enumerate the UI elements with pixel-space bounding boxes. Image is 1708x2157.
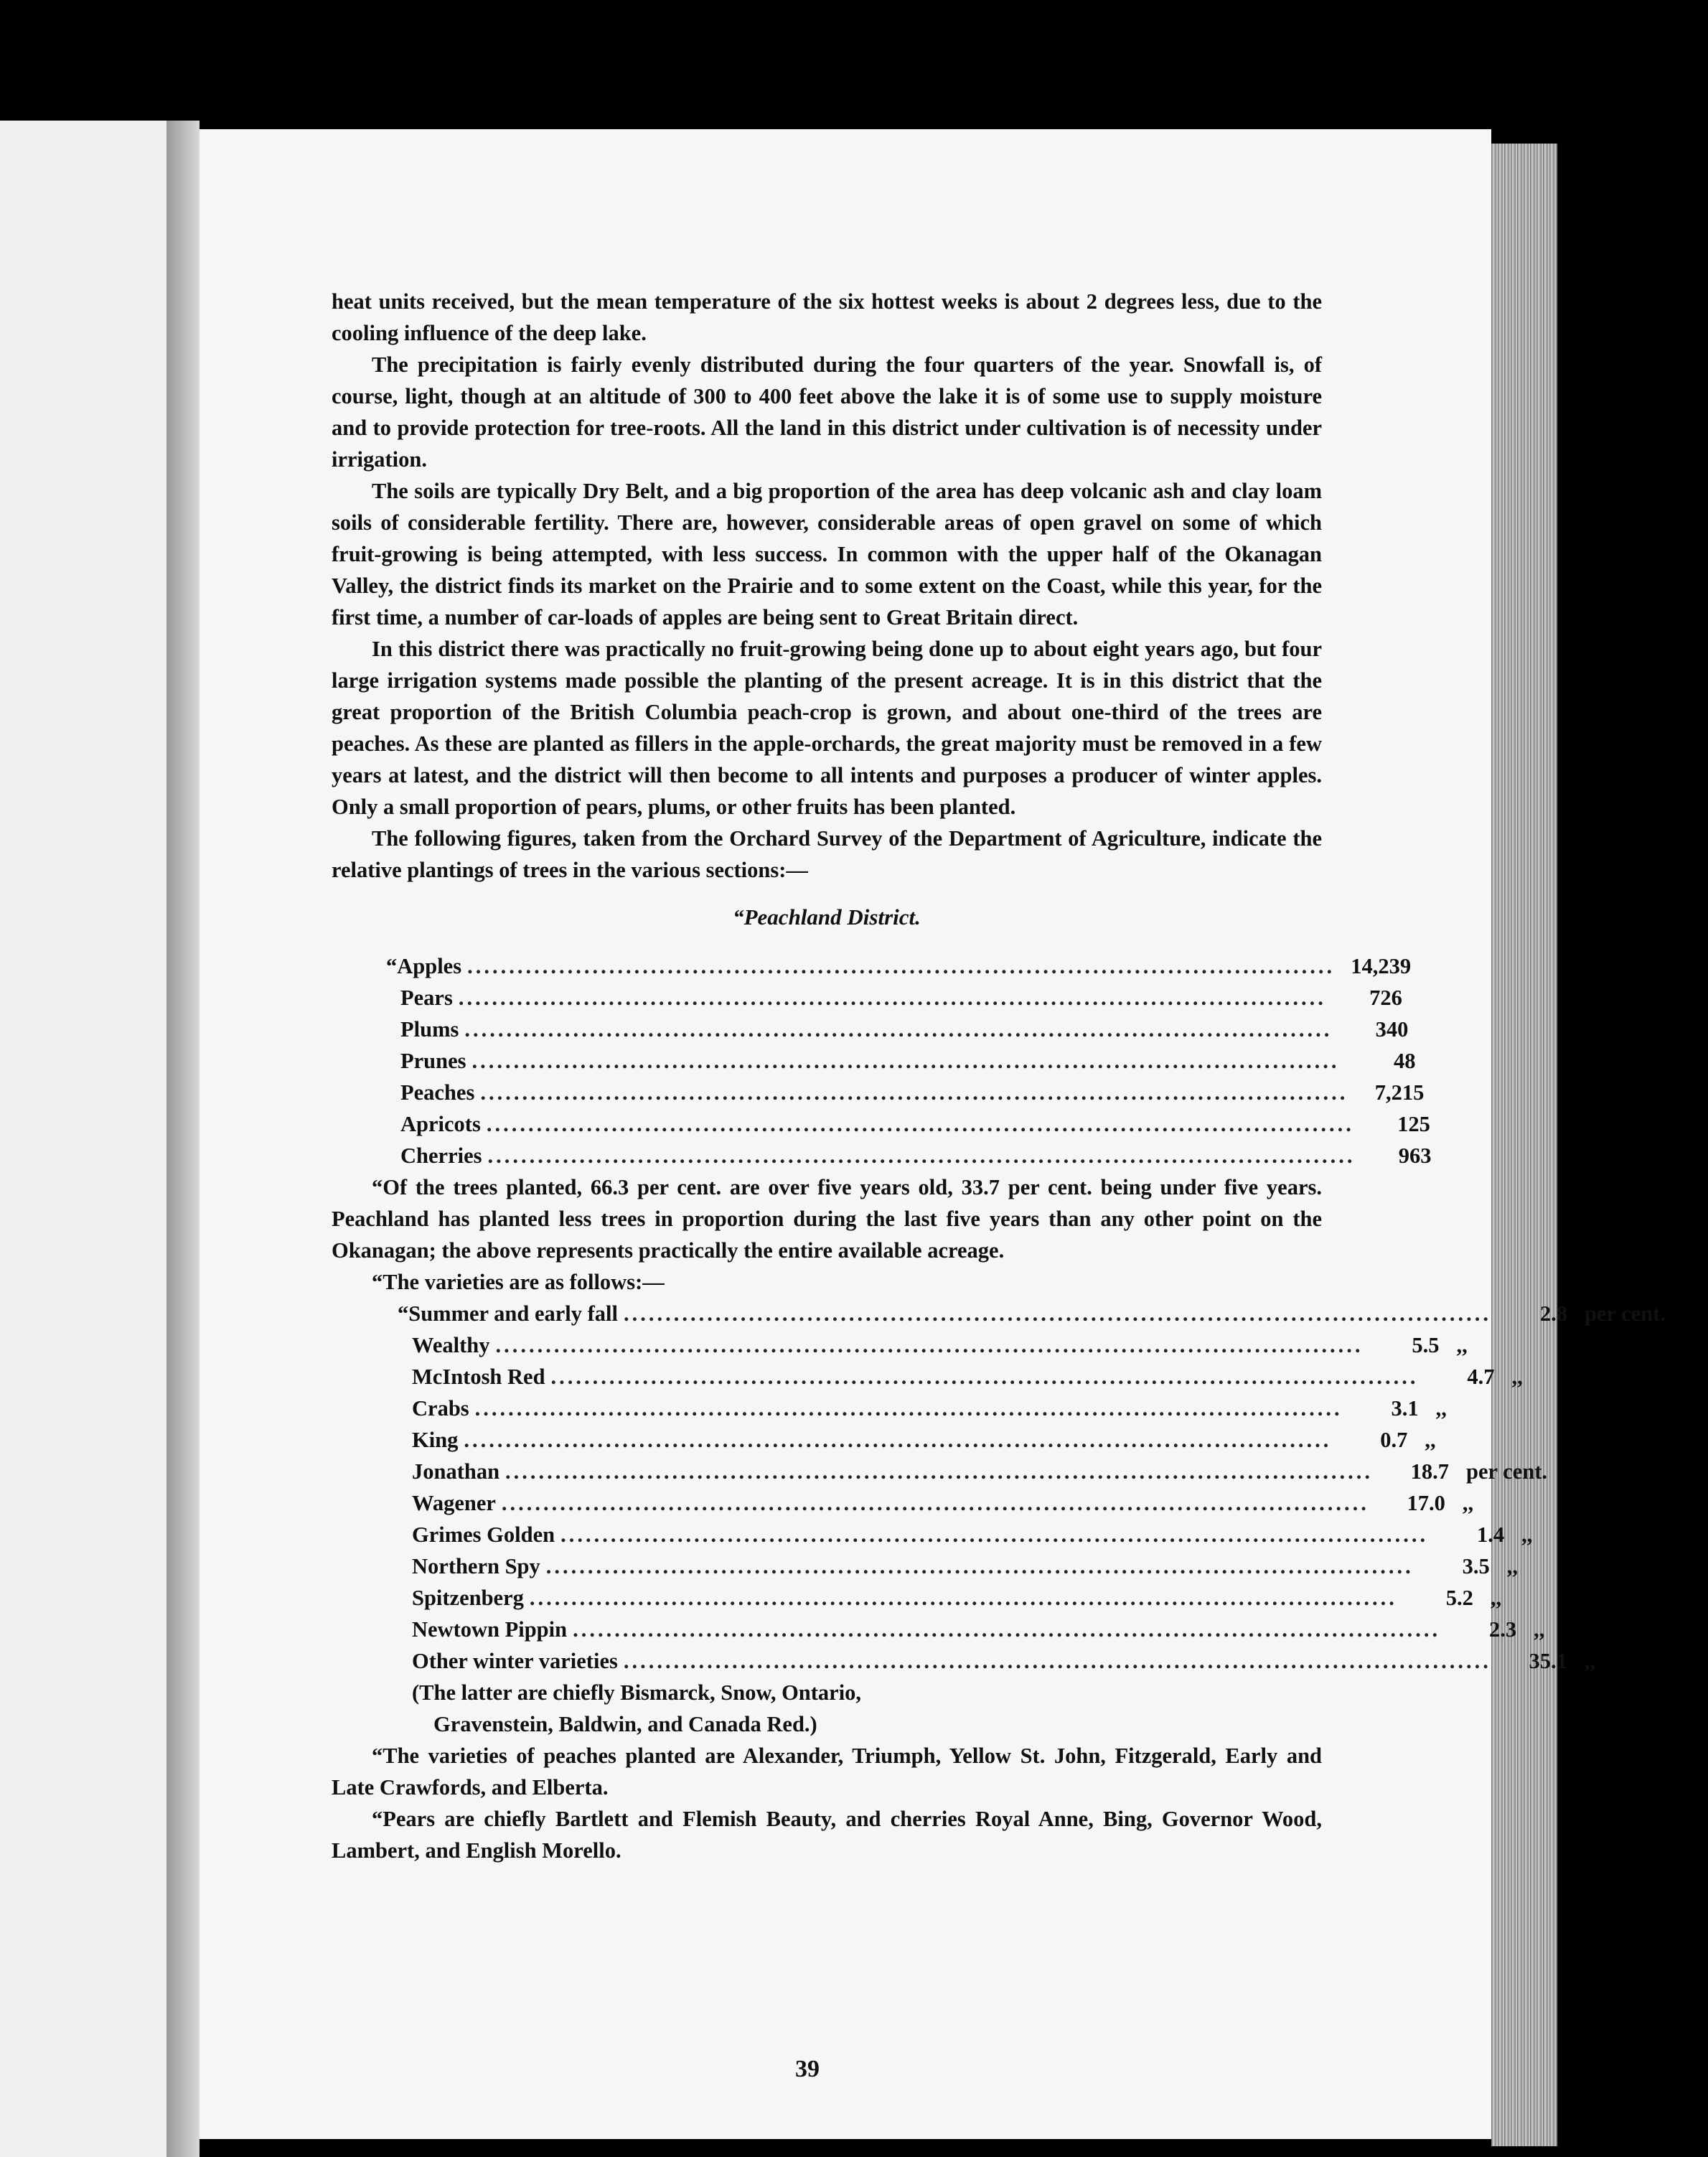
table-row bbox=[400, 1108, 1430, 1140]
varieties-table bbox=[398, 1298, 1666, 1677]
row-label: Peaches bbox=[400, 1080, 475, 1105]
leader-dots: ........................................................................................................ bbox=[495, 1333, 1364, 1357]
leader-dots: ........................................................................................................ bbox=[467, 954, 1336, 978]
left-page-edge bbox=[166, 121, 200, 2157]
paragraph-tree-age: “Of the trees planted, 66.3 per cent. are over five years old, 33.7 per cent. being under five years. Peachland has planted less trees in proportion during the last five years than any other point on the Okanagan; the above represents practically the entire available acreage. bbox=[332, 1175, 1322, 1263]
row-label: “Apples bbox=[386, 954, 462, 978]
row-label: Spitzenberg bbox=[412, 1586, 524, 1610]
varieties-note bbox=[412, 1677, 1058, 1740]
leader-dots: ........................................................................................................ bbox=[501, 1491, 1369, 1515]
table-row bbox=[412, 1582, 1502, 1614]
table-row bbox=[412, 1614, 1545, 1645]
row-label: Crabs bbox=[412, 1396, 469, 1421]
row-unit: ,, bbox=[1534, 1617, 1545, 1642]
row-label: Wagener bbox=[412, 1491, 496, 1515]
paragraph-figures-intro: The following figures, taken from the Orchard Survey of the Department of Agriculture, indicate the relative plantings of trees in the various sections:— bbox=[332, 826, 1322, 882]
paragraph-history: In this district there was practically no fruit-growing being done up to about eight years ago, but four large irrigation systems made possible the planting of the present acreage. It is in this district that the great proportion of the British Columbia peach-crop is grown, and about one-third of the trees are peaches. As these are planted as fillers in the apple-orchards, the great majority must be removed in a few years at latest, and the district will then become to all intents and purposes a producer of winter apples. Only a small proportion of pears, plums, or other fruits has been planted. bbox=[332, 637, 1322, 819]
row-value: 3.5 bbox=[1462, 1554, 1490, 1578]
row-label: Pears bbox=[400, 986, 453, 1010]
row-unit: ,, bbox=[1506, 1554, 1519, 1578]
paragraph-peaches: “The varieties of peaches planted are Alexander, Triumph, Yellow St. John, Fitzgerald, Early and Late Crawfords, and Elberta. bbox=[332, 1744, 1322, 1800]
table-row bbox=[412, 1519, 1533, 1550]
row-value: 340 bbox=[1375, 1017, 1409, 1042]
page-text bbox=[332, 286, 1666, 1866]
leader-dots: ........................................................................................................ bbox=[545, 1554, 1414, 1578]
row-value: 18.7 bbox=[1410, 1459, 1450, 1484]
row-label: Wealthy bbox=[412, 1333, 490, 1357]
page-edge bbox=[1491, 144, 1557, 2146]
row-label: Cherries bbox=[400, 1143, 482, 1168]
row-unit: ,, bbox=[1521, 1522, 1533, 1547]
varieties-note-line: Gravenstein, Baldwin, and Canada Red.) bbox=[433, 1712, 817, 1736]
table-row bbox=[412, 1329, 1468, 1361]
row-unit: per cent. bbox=[1466, 1459, 1547, 1484]
table-row bbox=[412, 1456, 1547, 1487]
table-row bbox=[412, 1393, 1447, 1424]
paragraph-soils: The soils are typically Dry Belt, and a big proportion of the area has deep volcanic ash and clay loam soils of considerable fertility. There are, however, considerable areas of open gravel on some of which fruit-growing is being attempted, with less success. In common with the upper half of the Okanagan Valley, the district finds its market on the Prairie and to some extent on the Coast, while this year, for the first time, a number of car-loads of apples are being sent to Great Britain direct. bbox=[332, 479, 1322, 630]
leader-dots: ........................................................................................................ bbox=[573, 1617, 1441, 1642]
row-label: Plums bbox=[400, 1017, 459, 1042]
leader-dots: ........................................................................................................ bbox=[550, 1365, 1419, 1389]
row-value: 3.1 bbox=[1391, 1396, 1419, 1421]
row-label: King bbox=[412, 1428, 459, 1452]
leader-dots: ........................................................................................................ bbox=[529, 1586, 1397, 1610]
leader-dots: ........................................................................................................ bbox=[487, 1143, 1356, 1168]
table-row bbox=[412, 1645, 1596, 1677]
table-row bbox=[398, 1298, 1666, 1329]
row-value: 726 bbox=[1369, 986, 1402, 1010]
row-label: Other winter varieties bbox=[412, 1649, 618, 1673]
row-value: 48 bbox=[1394, 1049, 1416, 1073]
row-unit: ,, bbox=[1462, 1491, 1474, 1515]
row-value: 0.7 bbox=[1380, 1428, 1408, 1452]
section-heading: “Peachland District. bbox=[733, 904, 921, 930]
leader-dots: ........................................................................................................ bbox=[458, 986, 1326, 1010]
paragraph-precipitation: The precipitation is fairly evenly distributed during the four quarters of the year. Snowfall is, of course, light, though at an altitude of 300 to 400 feet above the lake it is of some use to supply moisture and to provide protection for tree-roots. All the land in this district under cultivation is of necessity under irrigation. bbox=[332, 352, 1322, 472]
tree-plantings-table bbox=[386, 950, 1432, 1171]
row-value: 125 bbox=[1397, 1112, 1430, 1136]
leader-dots: ........................................................................................................ bbox=[623, 1649, 1491, 1673]
row-unit: ,, bbox=[1511, 1365, 1523, 1389]
page-number: 39 bbox=[795, 2056, 820, 2082]
row-unit: ,, bbox=[1490, 1586, 1502, 1610]
table-row bbox=[400, 1140, 1432, 1171]
row-value: 2.8 bbox=[1539, 1301, 1567, 1326]
table-row bbox=[400, 1014, 1409, 1045]
row-value: 1.4 bbox=[1476, 1522, 1505, 1547]
row-label: Prunes bbox=[400, 1049, 466, 1073]
row-value: 5.5 bbox=[1412, 1333, 1440, 1357]
row-value: 5.2 bbox=[1445, 1586, 1473, 1610]
row-value: 14,239 bbox=[1351, 954, 1412, 978]
varieties-note-line: (The latter are chiefly Bismarck, Snow, Ontario, bbox=[412, 1680, 862, 1705]
row-label: Jonathan bbox=[412, 1459, 500, 1484]
row-unit: ,, bbox=[1425, 1428, 1436, 1452]
row-label: Apricots bbox=[400, 1112, 481, 1136]
leader-dots: ........................................................................................................ bbox=[474, 1396, 1343, 1421]
leader-dots: ........................................................................................................ bbox=[560, 1522, 1429, 1547]
left-page bbox=[0, 121, 166, 2157]
row-value: 4.7 bbox=[1467, 1365, 1495, 1389]
row-value: 2.3 bbox=[1488, 1617, 1517, 1642]
row-unit: ,, bbox=[1456, 1333, 1468, 1357]
paragraph-pears: “Pears are chiefly Bartlett and Flemish Beauty, and cherries Royal Anne, Bing, Governor Wood, Lambert, and English Morello. bbox=[332, 1807, 1322, 1863]
paragraph-varieties-intro: “The varieties are as follows:— bbox=[372, 1270, 665, 1294]
leader-dots: ........................................................................................................ bbox=[486, 1112, 1354, 1136]
table-row bbox=[412, 1361, 1523, 1393]
leader-dots: ........................................................................................................ bbox=[464, 1428, 1332, 1452]
leader-dots: ........................................................................................................ bbox=[505, 1459, 1374, 1484]
table-row bbox=[386, 950, 1412, 982]
table-row bbox=[412, 1550, 1519, 1582]
row-unit: ,, bbox=[1584, 1649, 1596, 1673]
row-label: “Summer and early fall bbox=[398, 1301, 618, 1326]
row-label: McIntosh Red bbox=[412, 1365, 545, 1389]
leader-dots: ........................................................................................................ bbox=[480, 1080, 1348, 1105]
row-value: 35.1 bbox=[1529, 1649, 1567, 1673]
row-label: Northern Spy bbox=[412, 1554, 540, 1578]
row-label: Grimes Golden bbox=[412, 1522, 555, 1547]
row-value: 17.0 bbox=[1407, 1491, 1445, 1515]
table-row bbox=[400, 1077, 1425, 1108]
row-value: 7,215 bbox=[1374, 1080, 1425, 1105]
paragraph-heat: heat units received, but the mean temperature of the six hottest weeks is about 2 degrees less, due to the cooling influence of the deep lake. bbox=[332, 289, 1322, 345]
table-row bbox=[412, 1487, 1474, 1519]
row-value: 963 bbox=[1398, 1143, 1432, 1168]
table-row bbox=[412, 1424, 1436, 1456]
row-unit: per cent. bbox=[1584, 1301, 1666, 1326]
row-label: Newtown Pippin bbox=[412, 1617, 568, 1642]
leader-dots: ........................................................................................................ bbox=[464, 1017, 1333, 1042]
row-unit: ,, bbox=[1435, 1396, 1447, 1421]
table-row bbox=[400, 1045, 1416, 1077]
leader-dots: ........................................................................................................ bbox=[623, 1301, 1491, 1326]
leader-dots: ........................................................................................................ bbox=[471, 1049, 1340, 1073]
table-row bbox=[400, 982, 1402, 1014]
